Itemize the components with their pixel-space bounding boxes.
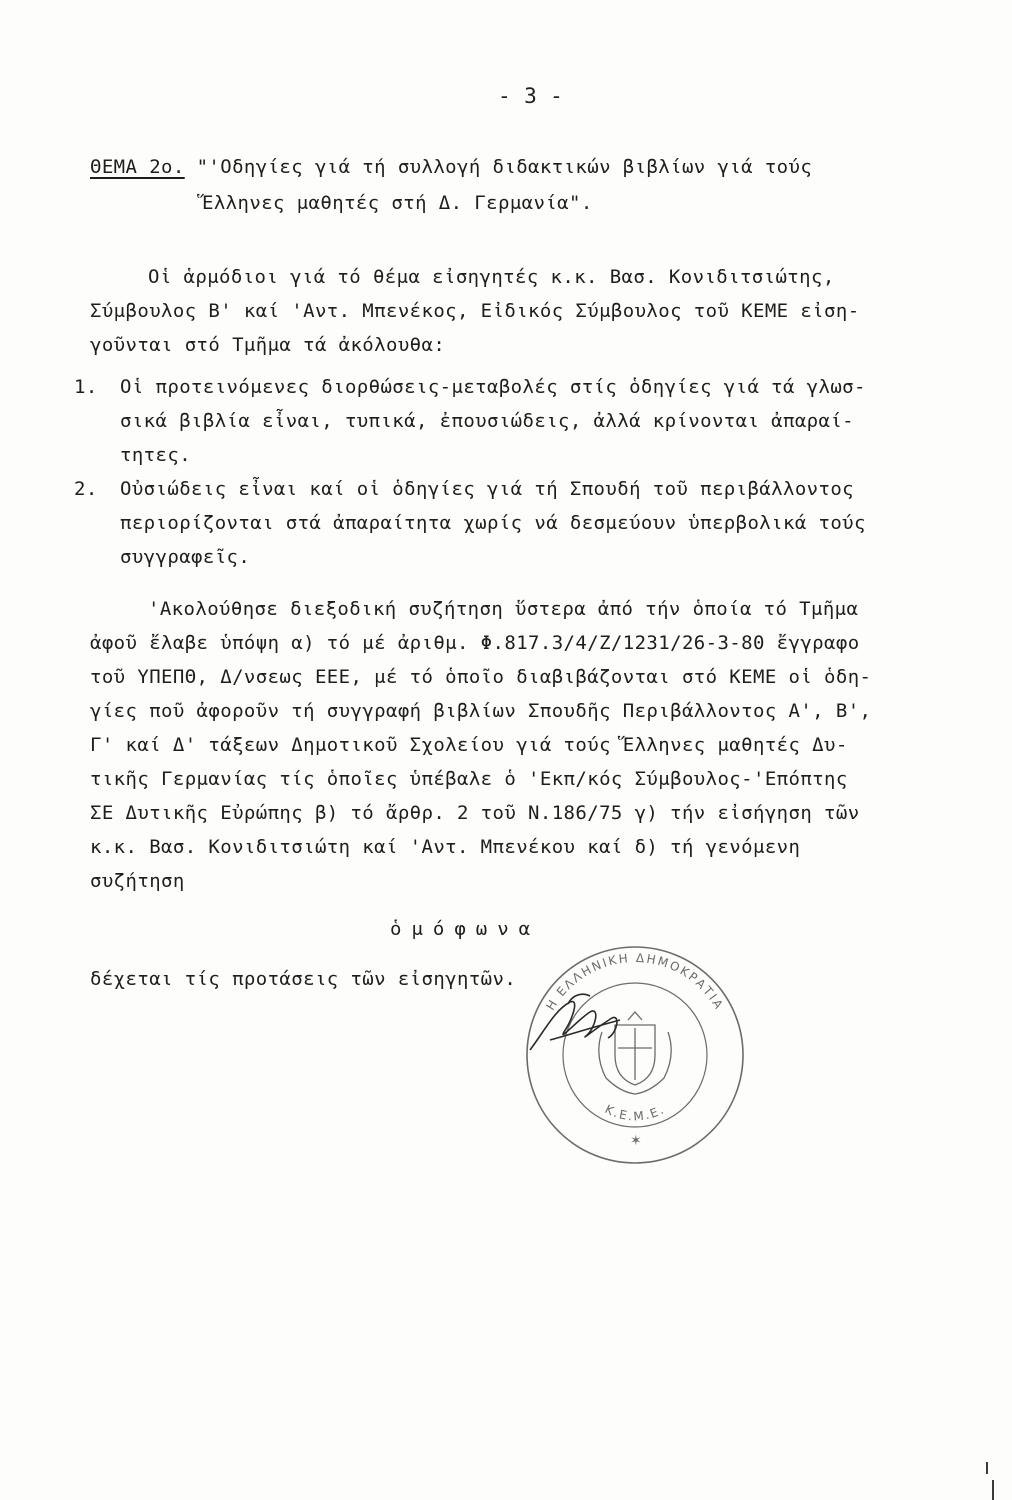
item-line: τητες. <box>120 444 192 466</box>
subject-title-line-1: "'Οδηγίες γιά τή συλλογή διδακτικών βιβλίων γιά τούς <box>196 156 813 178</box>
discussion-line: Γ' καί Δ' τάξεων Δημοτικοῦ Σχολείου γιά τούς Ἕλληνες μαθητές Δυ- <box>90 734 848 756</box>
coat-of-arms-icon <box>599 1012 671 1094</box>
item-line: περιορίζονται στά ἀπαραίτητα χωρίς νά δεσμεύουν ὑπερβολικά τούς <box>120 512 866 534</box>
discussion-line: γίες ποῦ ἀφοροῦν τή συγγραφή βιβλίων Σπουδῆς Περιβάλλοντος Α', Β', <box>90 700 872 722</box>
intro-line: γοῦνται στό Τμῆμα τά ἀκόλουθα: <box>90 334 446 356</box>
subject-title-line-2: Ἕλληνες μαθητές στή Δ. Γερμανία". <box>202 192 593 214</box>
stamp-seal <box>520 940 750 1170</box>
item-number: 2. <box>74 478 98 500</box>
intro-line: Οἱ ἁρμόδιοι γιά τό θέμα εἰσηγητές κ.κ. Βασ. Κονιδιτσιώτης, <box>148 266 835 288</box>
discussion-line: κ.κ. Βασ. Κονιδιτσιώτη καί 'Αντ. Μπενέκου καί δ) τή γενόμενη <box>90 836 801 858</box>
decision-heading: ὁμόφωνα <box>390 918 541 940</box>
item-line: Οὐσιώδεις εἶναι καί οἱ ὁδηγίες γιά τή Σπουδή τοῦ περιβάλλοντος <box>120 478 855 500</box>
margin-mark <box>986 1462 988 1474</box>
subject-label: ΘΕΜΑ 2ο. <box>90 156 185 178</box>
page-number: - 3 - <box>498 84 564 108</box>
discussion-line: συζήτηση <box>90 870 185 892</box>
item-line: συγγραφεῖς. <box>120 546 251 568</box>
discussion-line: 'Ακολούθησε διεξοδική συζήτηση ὕστερα ἀπό τήν ὁποία τό Τμῆμα <box>148 598 859 620</box>
stamp-bottom-text: Κ.Ε.Μ.Ε. <box>602 1102 668 1124</box>
star-icon: ✶ <box>630 1133 644 1149</box>
decision-text: δέχεται τίς προτάσεις τῶν εἰσηγητῶν. <box>90 968 517 990</box>
discussion-line: τοῦ ΥΠΕΠΘ, Δ/νσεως ΕΕΕ, μέ τό ὁποῖο διαβιβάζονται στό ΚΕΜΕ οἱ ὁδη- <box>90 666 872 688</box>
item-line: Οἱ προτεινόμενες διορθώσεις-μεταβολές στίς ὁδηγίες γιά τά γλωσ- <box>120 376 866 398</box>
discussion-line: ἀφοῦ ἔλαβε ὑπόψη α) τό μέ ἀριθμ. Φ.817.3/4/Ζ/1231/26-3-80 ἔγγραφο <box>90 632 860 654</box>
item-number: 1. <box>74 376 98 398</box>
discussion-line: ΣΕ Δυτικῆς Εὐρώπης β) τό ἄρθρ. 2 τοῦ Ν.186/75 γ) τήν εἰσήγηση τῶν <box>90 802 860 824</box>
official-stamp <box>520 940 750 1170</box>
discussion-line: τικῆς Γερμανίας τίς ὁποῖες ὑπέβαλε ὁ 'Εκπ/κός Σύμβουλος-'Επόπτης <box>90 768 848 790</box>
stamp-arc-text: Η ΕΛΛΗΝΙΚΗ ΔΗΜΟΚΡΑΤΙΑ <box>543 950 727 1013</box>
margin-mark <box>992 1480 994 1500</box>
signature-icon <box>530 994 620 1050</box>
item-line: σικά βιβλία εἶναι, τυπικά, ἐπουσιώδεις, ἀλλά κρίνονται ἀπαραί- <box>120 410 855 432</box>
subject-heading <box>90 158 812 177</box>
intro-line: Σύμβουλος Β' καί 'Αντ. Μπενέκος, Εἰδικός Σύμβουλος τοῦ ΚΕΜΕ εἰση- <box>90 300 860 322</box>
